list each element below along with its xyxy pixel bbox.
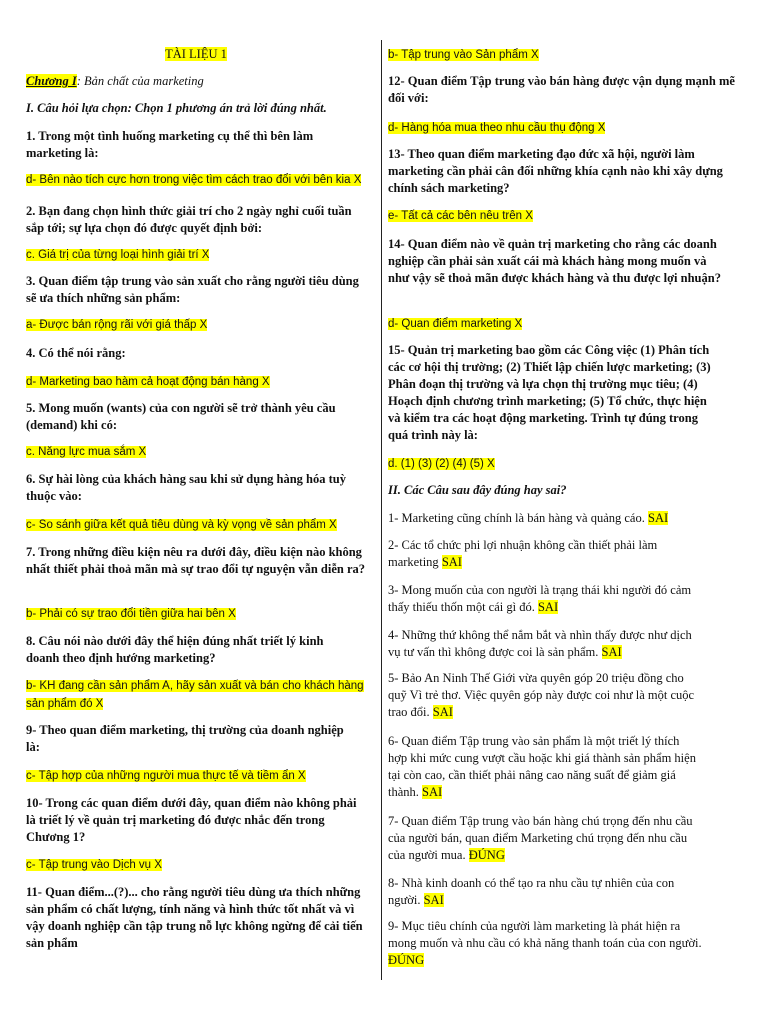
answer-9: c- Tập hợp của những người mua thực tế và tiềm ẩn X bbox=[26, 770, 306, 782]
answer-13: e- Tất cả các bên nêu trên X bbox=[388, 210, 533, 222]
question-14: 14- Quan điểm nào về quản trị marketing cho rằng các doanh nghiệp cần phải sản xuất cái mà khách hàng mong muốn và như vậy sẽ thoả mãn được khách hàng và thu được lợi nhuận? bbox=[388, 237, 721, 285]
tf-item-6: 6- Quan điểm Tập trung vào sản phẩm là một triết lý thích hợp khi mức cung vượt cầu hoặc khi giá thành sản phẩm hiện tại còn cao, cần thiết phải nâng cao năng suất để giảm giá thành. SAI bbox=[388, 734, 696, 799]
answer-12: d- Hàng hóa mua theo nhu cầu thụ động X bbox=[388, 122, 606, 134]
tf-item-8: 8- Nhà kinh doanh có thể tạo ra nhu cầu tự nhiên của con người. SAI bbox=[388, 876, 675, 907]
question-2: 2. Bạn đang chọn hình thức giải trí cho 2 ngày nghỉ cuối tuần sắp tới; sự lựa chọn đó được quyết định bởi: bbox=[26, 204, 352, 235]
tf-item-5: 5- Bảo An Ninh Thế Giới vừa quyên góp 20 triệu đồng cho quỹ Vì trẻ thơ. Việc quyên góp này được coi như là một cuộc trao đổi. SAI bbox=[388, 671, 695, 719]
question-6: 6. Sự hài lòng của khách hàng sau khi sử dụng hàng hóa tuỳ thuộc vào: bbox=[26, 472, 346, 503]
section-heading-1: I. Câu hỏi lựa chọn: Chọn 1 phương án trả lời đúng nhất. bbox=[26, 101, 327, 115]
answer-5: c. Năng lực mua sắm X bbox=[26, 446, 147, 458]
question-9: 9- Theo quan điểm marketing, thị trường của doanh nghiệp là: bbox=[26, 723, 344, 754]
tf-item-2: 2- Các tổ chức phi lợi nhuận không cần thiết phải làm marketing SAI bbox=[388, 538, 658, 569]
answer-10: c- Tập trung vào Dịch vụ X bbox=[26, 859, 162, 871]
answer-14: d- Quan điểm marketing X bbox=[388, 318, 523, 330]
question-4: 4. Có thể nói rằng: bbox=[26, 346, 126, 360]
question-7: 7. Trong những điều kiện nêu ra dưới đây, điều kiện nào không nhất thiết phải thoả mãn mà sự trao đổi tự nguyện vẫn diễn ra? bbox=[26, 545, 366, 576]
question-1: 1. Trong một tình huống marketing cụ thể thì bên làm marketing là: bbox=[26, 129, 314, 160]
document-title: TÀI LIỆU 1 bbox=[165, 47, 227, 61]
question-5: 5. Mong muốn (wants) của con người sẽ trở thành yêu cầu (demand) khi có: bbox=[26, 401, 336, 432]
tf-item-7: 7- Quan điểm Tập trung vào bán hàng chú trọng đến nhu cầu của người bán, quan điểm Marketing chú trọng đến nhu cầu của người mua. ĐÚNG bbox=[388, 814, 693, 862]
answer-2: c. Giá trị của từng loại hình giải trí X bbox=[26, 249, 210, 261]
tf-item-4: 4- Những thứ không thể nắm bắt và nhìn thấy được như dịch vụ tư vấn thì không được coi là sản phẩm. SAI bbox=[388, 628, 692, 659]
answer-4: d- Marketing bao hàm cả hoạt động bán hàng X bbox=[26, 376, 270, 388]
question-15: 15- Quản trị marketing bao gồm các Công việc (1) Phân tích các cơ hội thị trường; (2) Thiết lập chiến lược marketing; (3) Phân đoạn thị trường và lựa chọn thị trường mục tiêu; (4) Hoạch định chương trình marketing; (5) Tổ chức, thực hiện và kiểm tra các hoạt động marketing. Trình tự đúng trong quá trình này là: bbox=[388, 343, 711, 442]
tf-item-9: 9- Mục tiêu chính của người làm marketing là phát hiện ra mong muốn và nhu cầu có khả năng thanh toán của con người. ĐÚNG bbox=[388, 919, 702, 967]
question-10: 10- Trong các quan điểm dưới đây, quan điểm nào không phải là triết lý về quản trị marketing đó được nhắc đến trong Chương 1? bbox=[26, 796, 357, 844]
question-12: 12- Quan điểm Tập trung vào bán hàng được vận dụng mạnh mẽ đối với: bbox=[388, 74, 735, 105]
answer-6: c- So sánh giữa kết quả tiêu dùng và kỳ vọng về sản phẩm X bbox=[26, 519, 337, 531]
tf-item-3: 3- Mong muốn của con người là trạng thái khi người đó cảm thấy thiếu thốn một cái gì đó. SAI bbox=[388, 583, 692, 614]
answer-3: a- Được bán rộng rãi với giá thấp X bbox=[26, 319, 208, 331]
question-13: 13- Theo quan điểm marketing đạo đức xã hội, người làm marketing cần phải cân đối những khía cạnh nào khi xây dựng chính sách marketing? bbox=[388, 147, 723, 195]
question-3: 3. Quan điểm tập trung vào sản xuất cho rằng người tiêu dùng sẽ ưa thích những sản phẩm: bbox=[26, 274, 359, 305]
question-8: 8. Câu nói nào dưới đây thể hiện đúng nhất triết lý kinh doanh theo định hướng marketing? bbox=[26, 634, 324, 665]
section-heading-2: II. Các Câu sau đây đúng hay sai? bbox=[388, 483, 567, 497]
tf-item-1: 1- Marketing cũng chính là bán hàng và quảng cáo. SAI bbox=[388, 511, 669, 525]
answer-11: b- Tập trung vào Sản phẩm X bbox=[388, 49, 539, 61]
answer-8: b- KH đang cần sản phẩm A, hãy sản xuất và bán cho khách hàng sản phẩm đó X bbox=[26, 680, 364, 710]
chapter-heading: Chương I: Bản chất của marketing bbox=[26, 74, 204, 88]
answer-7: b- Phải có sự trao đổi tiền giữa hai bên X bbox=[26, 608, 236, 620]
answer-1: d- Bên nào tích cực hơn trong việc tìm cách trao đổi với bên kia X bbox=[26, 174, 362, 186]
column-divider bbox=[381, 40, 382, 980]
answer-15: d. (1) (3) (2) (4) (5) X bbox=[388, 458, 495, 470]
question-11: 11- Quan điểm...(?)... cho rằng người tiêu dùng ưa thích những sản phẩm có chất lượng, tính năng và hình thức tốt nhất và vì vậy doanh nghiệp cần tập trung nỗ lực không ngừng để cải tiến sản phẩm bbox=[26, 885, 363, 950]
